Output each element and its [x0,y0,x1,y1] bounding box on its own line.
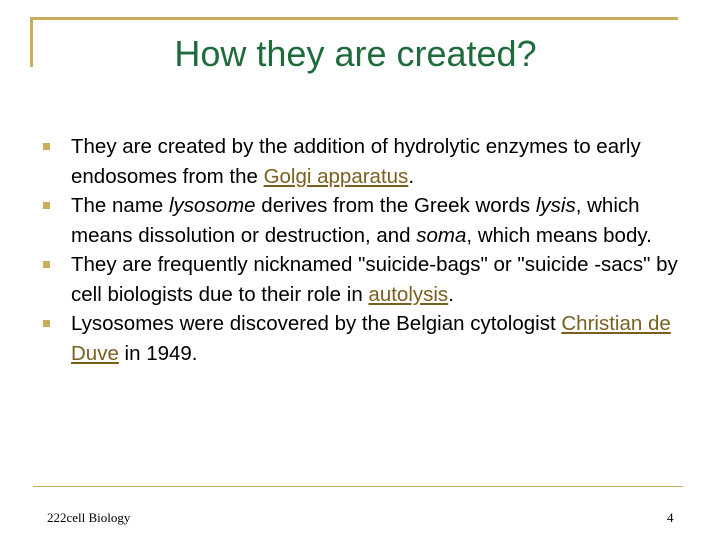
bullet-4-text-a: Lysosomes were discovered by the Belgian cytologist [71,312,562,335]
square-bullet-icon [43,143,50,150]
bullet-2-text-d: , which means body. [466,223,652,247]
bullet-item-1 [40,132,690,191]
bullet-2-text-b: derives from the Greek words [255,194,536,217]
bullet-1-text-a: They are created by the addition of hydrolytic enzymes to early endosomes from the [71,135,641,188]
bullet-4-text-b: in 1949. [118,341,198,365]
frame-top-line [30,17,678,20]
bullet-list [40,132,690,368]
slide-title: How they are created? [174,33,537,74]
link-autolysis[interactable]: autolysis [368,282,449,306]
term-lysosome: lysosome [169,194,256,217]
bullet-item-3 [40,250,690,309]
footer-label: 222cell Biology [47,510,131,525]
square-bullet-icon [43,320,50,327]
term-soma: soma [416,223,467,247]
bullet-3-text-a: They are frequently nicknamed "suicide-bags" or "suicide -sacs" by cell biologists due to their role in [71,253,678,306]
bullet-item-2 [40,191,690,250]
bullet-2-text-a: The name [71,194,169,217]
link-golgi-apparatus[interactable]: Golgi apparatus [263,164,409,188]
bullet-1-text-b: . [408,164,415,188]
page-number: 4 [667,510,674,525]
link-christian-de-duve[interactable]: Christian de Duve [71,312,671,365]
footer-divider [33,486,683,487]
square-bullet-icon [43,261,50,268]
term-lysis: lysis [535,194,576,217]
square-bullet-icon [43,202,50,209]
bullet-item-4 [40,309,690,368]
bullet-2-text-c: , which means dissolution or destruction, and [71,194,640,247]
bullet-3-text-b: . [448,282,454,306]
